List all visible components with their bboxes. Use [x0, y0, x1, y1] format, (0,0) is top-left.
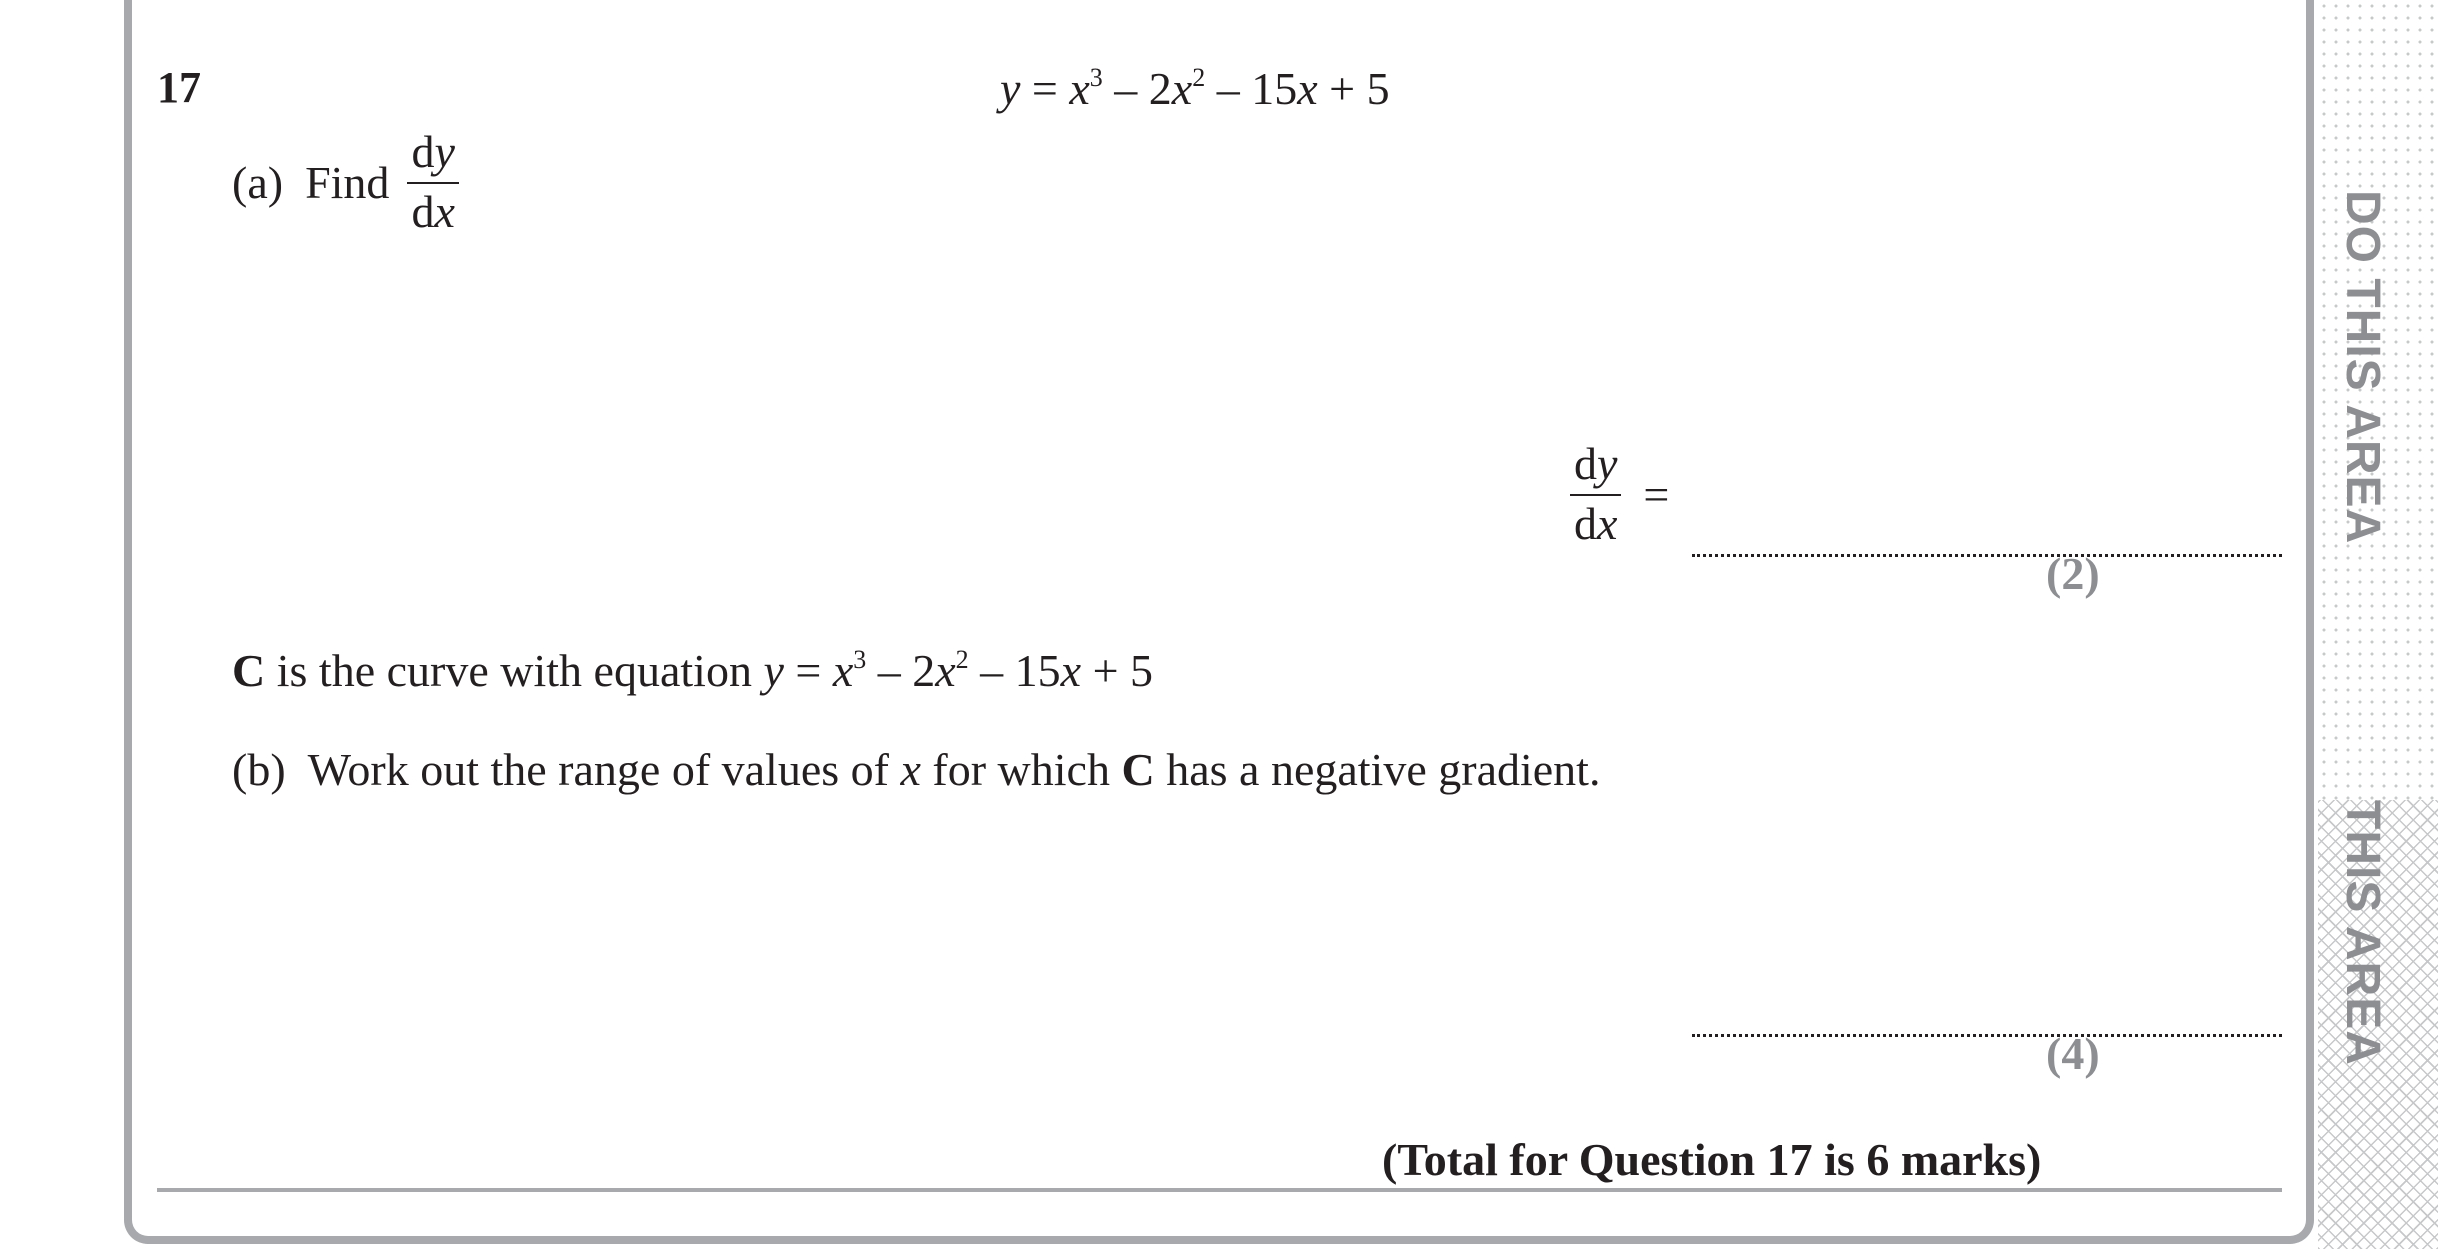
part-a-answer-label [1566, 440, 1691, 549]
curve-plus-5: + 5 [1081, 645, 1154, 696]
part-b-text-3: has a negative gradient. [1154, 744, 1601, 795]
curve-exp-3: 3 [853, 645, 867, 674]
eq-minus-15: – 15 [1205, 63, 1298, 114]
part-b-prompt [232, 743, 1600, 796]
curve-minus-15: – 15 [968, 645, 1061, 696]
part-b-text-1: Work out the range of values of [307, 744, 901, 795]
answer-fraction-numerator: dy [1574, 438, 1618, 489]
fraction-denominator: dx [407, 182, 458, 236]
part-b-curve: C [1121, 744, 1155, 795]
eq-x-cubed: x [1069, 63, 1090, 114]
eq-y: y [1000, 63, 1021, 114]
curve-text: is the curve with equation [265, 645, 764, 696]
part-a-label: (a) [232, 156, 284, 208]
curve-x-linear: x [1060, 645, 1082, 696]
part-b-text-2: for which [920, 744, 1122, 795]
answer-fraction-denominator: dx [1570, 494, 1621, 548]
part-b-var: x [900, 744, 921, 795]
margin-label-top: DO THIS AREA [2336, 190, 2389, 545]
eq-x-squared: x [1171, 63, 1193, 114]
eq-plus-5: + 5 [1317, 63, 1390, 114]
part-a-answer-line[interactable] [1692, 554, 2282, 557]
part-a-marks: (2) [2046, 548, 2100, 599]
fraction-numerator: dy [411, 126, 455, 177]
curve-y: y [763, 645, 784, 696]
curve-equals: = [783, 645, 833, 696]
part-b-label: (b) [232, 744, 286, 795]
main-equation [1000, 62, 1390, 115]
curve-x-cubed: x [832, 645, 854, 696]
part-a-find: Find [305, 156, 390, 208]
answer-equals: = [1643, 468, 1670, 520]
answer-dydx-fraction [1570, 440, 1621, 549]
curve-statement [232, 644, 1153, 697]
part-b-answer-line[interactable] [1692, 1034, 2282, 1037]
bottom-rule [157, 1188, 2282, 1192]
eq-exp-3: 3 [1089, 63, 1103, 92]
curve-exp-2: 2 [955, 645, 969, 674]
curve-x-squared: x [935, 645, 956, 696]
eq-exp-2: 2 [1192, 63, 1206, 92]
question-number: 17 [157, 63, 201, 112]
dydx-fraction [407, 128, 458, 237]
curve-minus-2: – 2 [866, 645, 936, 696]
eq-x-linear: x [1297, 63, 1318, 114]
curve-name: C [232, 645, 266, 696]
eq-minus-2: – 2 [1102, 63, 1172, 114]
part-a-prompt [232, 128, 463, 237]
eq-equals: = [1020, 63, 1070, 114]
part-b-marks: (4) [2046, 1028, 2100, 1079]
margin-label-bottom: THIS AREA [2336, 800, 2389, 1066]
